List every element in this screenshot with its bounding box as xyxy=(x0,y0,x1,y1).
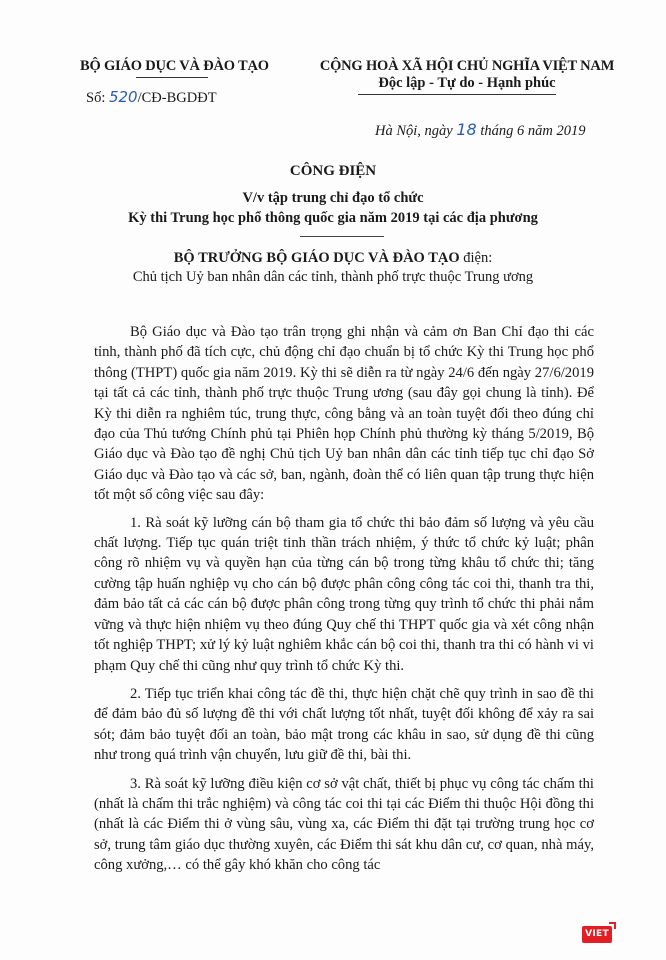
body-paragraph-item-2: 2. Tiếp tục triển khai công tác đề thi, thực hiện chặt chẽ quy trình in sao đề thi để đảm bảo đủ số lượng đề thi với chất lượng tốt nhất, tuyệt đối không để xảy ra sai sót; đảm bảo tuyệt đối an toàn, bảo mật trong các khâu in sao, sử dụng đề thi cũng như trong quá trình vận chuyển, lưu giữ đề thi, bài thi. xyxy=(94,685,594,764)
subject-line-2: Kỳ thi Trung học phổ thông quốc gia năm 2019 tại các địa phương xyxy=(128,210,538,226)
organization-underline xyxy=(136,77,208,78)
document-type-title: CÔNG ĐIỆN xyxy=(289,163,377,179)
body-paragraph-item-1: 1. Rà soát kỹ lưỡng cán bộ tham gia tổ chức thi bảo đảm số lượng và yêu cầu chất lượng. Tiếp tục quán triệt tinh thần trách nhiệm, ý thức tổ chức kỷ luật; phân công rõ nhiệm vụ và quyền hạn của từng cán bộ trong từng khâu tổ chức thi; tăng cường tập huấn nghiệp vụ cho cán bộ được phân công công tác coi thi, thanh tra thi, đảm bảo tất cả các cán bộ được phân công trong từng quy trình tổ chức thi phải nắm vững và thực hiện nhiệm vụ theo đúng Quy chế thi THPT quốc gia và xét công nhận tốt nghiệp THPT; xử lý kỷ luật nghiêm khắc cán bộ coi thi, thanh tra thi có hành vi vi phạm Quy chế thi cũng như quy trình tổ chức Kỳ thi. xyxy=(94,514,594,674)
date-suffix: tháng 6 năm 2019 xyxy=(476,123,586,139)
subject-line-1: V/v tập trung chỉ đạo tổ chức xyxy=(242,190,424,206)
national-heading-block xyxy=(302,58,632,95)
national-motto: Độc lập - Tự do - Hạnh phúc xyxy=(378,75,556,91)
sender-suffix: điện: xyxy=(459,250,493,266)
body-paragraph-intro: Bộ Giáo dục và Đào tạo trân trọng ghi nhận và cảm ơn Ban Chỉ đạo thi các tỉnh, thành phố đã tích cực, chủ động chỉ đạo chuẩn bị tổ chức Kỳ thi Trung học phổ thông (THPT) quốc gia năm 2019. Kỳ thi sẽ diễn ra từ ngày 24/6 đến ngày 27/6/2019 tại tất cả các tỉnh, thành phố trực thuộc Trung ương (sau đây gọi chung là tỉnh). Để Kỳ thi diễn ra nghiêm túc, trung thực, công bằng và an toàn tuyệt đối theo đúng chỉ đạo của Thủ tướng Chính phủ tại Phiên họp Chính phủ thường kỳ tháng 5/2019, Bộ Giáo dục và Đào tạo đề nghị Chủ tịch Uỷ ban nhân dân các tỉnh tiếp tục chỉ đạo Sở Giáo dục và Đào tạo và các sở, ban, ngành, đoàn thể có liên quan tập trung thực hiện tốt một số công việc sau đây: xyxy=(94,324,594,504)
recipient-line: Chủ tịch Uỷ ban nhân dân các tỉnh, thành phố trực thuộc Trung ương xyxy=(132,269,534,285)
issue-date xyxy=(375,120,585,140)
issuing-agency-block xyxy=(80,58,280,107)
date-day-handwritten: 18 xyxy=(456,120,477,139)
organization-name: BỘ GIÁO DỤC VÀ ĐÀO TẠO xyxy=(80,58,269,74)
motto-underline xyxy=(358,94,556,95)
date-prefix: Hà Nội, ngày xyxy=(375,123,457,139)
title-divider xyxy=(300,236,384,237)
nation-name: CỘNG HOÀ XÃ HỘI CHỦ NGHĨA VIỆT NAM xyxy=(319,58,615,74)
doc-number-prefix: Số: xyxy=(86,90,109,106)
document-number xyxy=(86,88,280,107)
sender-line xyxy=(0,250,666,267)
doc-number-handwritten: 520 xyxy=(108,88,138,106)
doc-number-suffix: /CĐ-BGDĐT xyxy=(137,90,217,106)
document-body xyxy=(94,322,594,884)
viet-logo-icon: VIET xyxy=(582,926,612,943)
sender-name: BỘ TRƯỞNG BỘ GIÁO DỤC VÀ ĐÀO TẠO xyxy=(173,250,460,266)
body-paragraph-item-3: 3. Rà soát kỹ lưỡng điều kiện cơ sở vật chất, thiết bị phục vụ công tác chấm thi (nhất là chấm thi trắc nghiệm) và công tác coi thi tại các Điểm thi thuộc Hội đồng thi (nhất là các Điểm thi ở vùng sâu, vùng xa, các Điểm thi đặt tại trường trung học cơ sở, trung tâm giáo dục thường xuyên, các Điểm thi sát khu dân cư, cơ quan, nhà máy, công xưởng,… có thể gây khó khăn cho công tác xyxy=(94,775,594,874)
